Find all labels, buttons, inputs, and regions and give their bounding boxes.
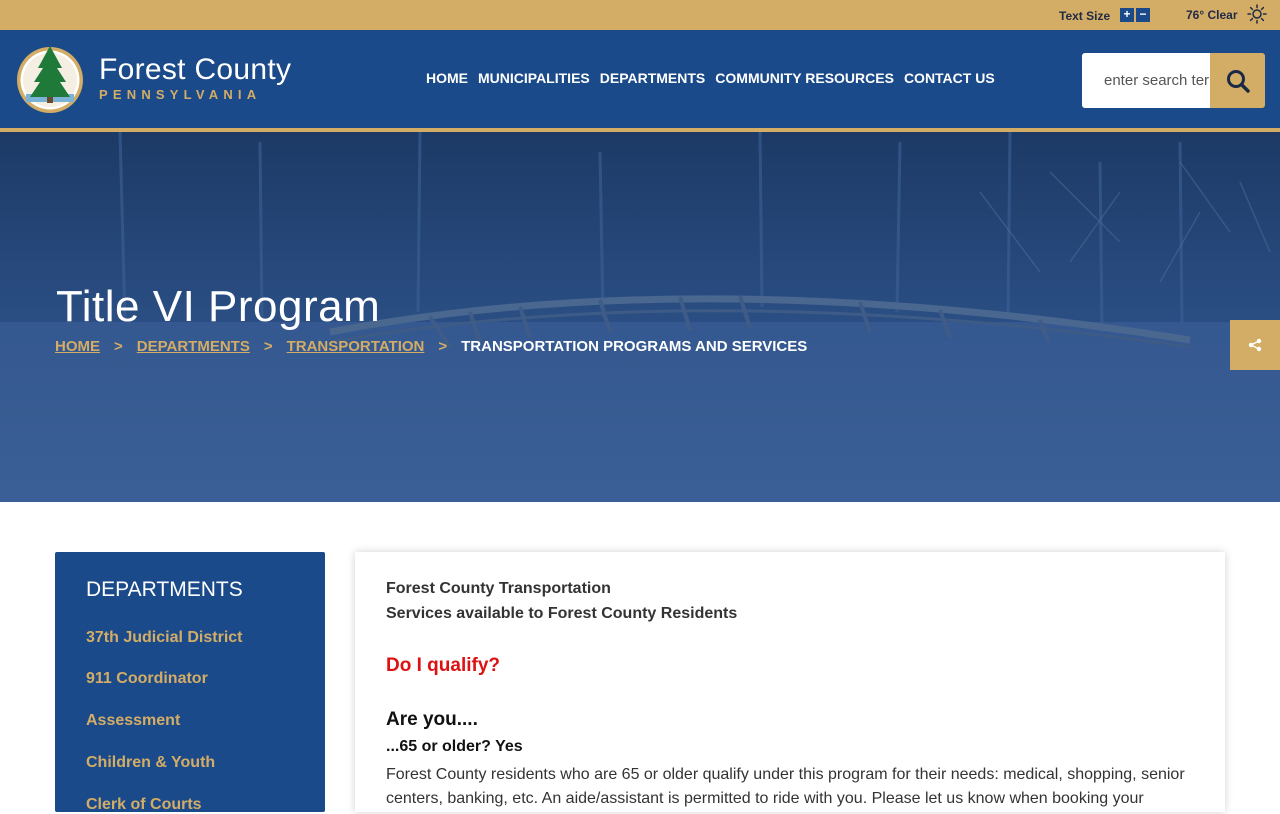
breadcrumb-separator: > (438, 338, 448, 355)
main-nav (426, 70, 995, 86)
nav-home[interactable]: HOME (426, 70, 468, 86)
nav-municipalities[interactable]: MUNICIPALITIES (478, 70, 590, 86)
breadcrumb-separator: > (263, 338, 273, 355)
sidebar-item-37th-judicial-district[interactable]: 37th Judicial District (86, 629, 243, 646)
page-title: Title VI Program (56, 282, 381, 331)
breadcrumb-departments[interactable]: DEPARTMENTS (136, 338, 250, 355)
breadcrumb-transportation[interactable]: TRANSPORTATION (286, 338, 425, 355)
text-size-decrease-button[interactable]: − (1136, 8, 1150, 22)
nav-contact-us[interactable]: CONTACT US (903, 70, 995, 86)
breadcrumb-home[interactable]: HOME (55, 338, 100, 355)
sidebar-item-911-coordinator[interactable]: 911 Coordinator (86, 670, 208, 687)
departments-sidebar (55, 552, 325, 812)
qualify-heading: Do I qualify? (386, 655, 500, 676)
eligibility-paragraph: Forest County residents who are 65 or older qualify under this program for their needs: medical, shopping, senior centers, banking, etc. An aide/assistant is permitted to ride with you. Please let us know when booking your (386, 766, 1185, 807)
search-button[interactable] (1210, 53, 1265, 108)
weather-readout: 76° Clear (1186, 8, 1238, 22)
search-input[interactable] (1082, 53, 1210, 108)
county-seal-logo[interactable] (16, 42, 84, 116)
are-you-heading: Are you.... (386, 709, 478, 730)
sidebar-title: DEPARTMENTS (86, 578, 243, 601)
breadcrumb-current: TRANSPORTATION PROGRAMS AND SERVICES (461, 338, 808, 355)
share-button[interactable] (1230, 320, 1280, 370)
share-icon (1248, 338, 1262, 352)
content-card (355, 552, 1225, 812)
nav-community-resources[interactable]: COMMUNITY RESOURCES (715, 70, 894, 86)
sidebar-item-children-youth[interactable]: Children & Youth (86, 754, 216, 771)
brand-state: PENNSYLVANIA (99, 87, 262, 102)
text-size-increase-button[interactable]: + (1120, 8, 1134, 22)
breadcrumb-separator: > (114, 338, 123, 355)
nav-departments[interactable]: DEPARTMENTS (599, 70, 706, 86)
hero-banner (0, 132, 1280, 502)
sidebar-item-assessment[interactable]: Assessment (86, 712, 181, 729)
content-heading-line2: Services available to Forest County Residents (386, 605, 738, 622)
breadcrumb (55, 338, 807, 355)
sidebar-item-clerk-of-courts[interactable]: Clerk of Courts (86, 796, 202, 813)
sun-icon (1247, 4, 1267, 24)
utility-bar (0, 0, 1280, 30)
brand-name[interactable]: Forest County (99, 53, 292, 86)
text-size-label: Text Size (1059, 9, 1111, 23)
age-question: ...65 or older? Yes (386, 738, 523, 755)
content-heading-line1: Forest County Transportation (386, 580, 611, 597)
search-icon (1225, 68, 1251, 94)
